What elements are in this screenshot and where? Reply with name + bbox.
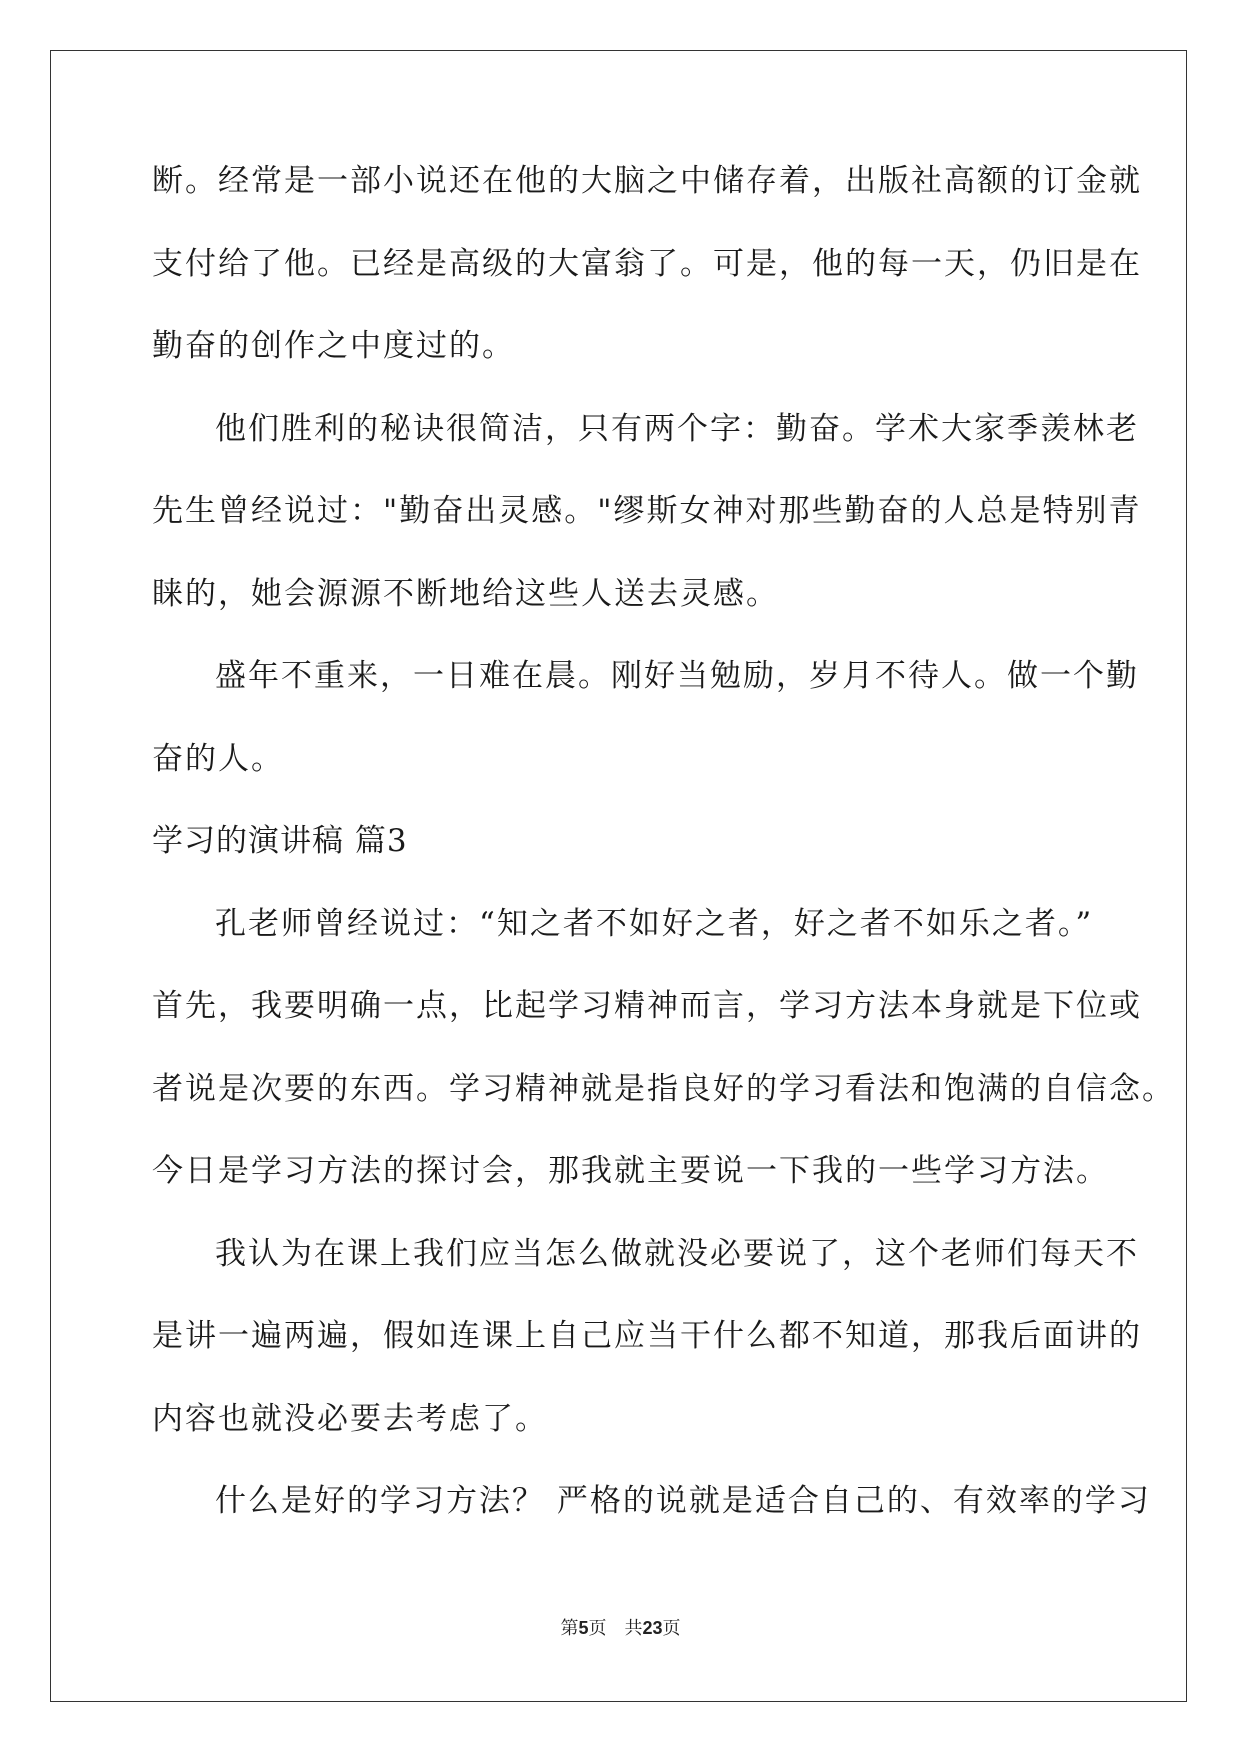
paragraph-first-line: 盛年不重来，一日难在晨。刚好当勉励，岁月不待人。做一个勤 <box>215 658 1139 694</box>
total-prefix: 共 <box>624 1618 643 1639</box>
page-suffix: 页 <box>588 1618 607 1639</box>
total-suffix: 页 <box>662 1618 681 1639</box>
paragraph-first-line: 孔老师曾经说过：“知之者不如好之者，好之者不如乐之者。” <box>215 905 1094 942</box>
paragraph-first-line: 我认为在课上我们应当怎么做就没必要说了，这个老师们每天不 <box>215 1235 1139 1272</box>
text-line: 是讲一遍两遍，假如连课上自己应当干什么都不知道，那我后面讲的 <box>152 1318 1142 1354</box>
page-footer <box>0 1614 1241 1640</box>
page-number: 5 <box>578 1618 589 1638</box>
paragraph-first-line: 他们胜利的秘诀很简洁，只有两个字：勤奋。学术大家季羡林老 <box>215 410 1139 447</box>
section-heading: 学习的演讲稿 篇3 <box>152 823 408 859</box>
text-line: 首先，我要明确一点，比起学习精神而言，学习方法本身就是下位或 <box>152 988 1142 1024</box>
text-line: 勤奋的创作之中度过的。 <box>152 328 515 364</box>
document-body <box>152 160 1175 1563</box>
text-line: 支付给了他。已经是高级的大富翁了。可是，他的每一天，仍旧是在 <box>152 245 1142 282</box>
paragraph-first-line: 什么是好的学习方法？ 严格的说就是适合自己的、有效率的学习 <box>215 1483 1151 1519</box>
text-line: 者说是次要的东西。学习精神就是指良好的学习看法和饱满的自信念。 <box>152 1070 1175 1107</box>
text-line: 内容也就没必要去考虑了。 <box>152 1400 548 1437</box>
text-line: 先生曾经说过："勤奋出灵感。"缪斯女神对那些勤奋的人总是特别青 <box>152 493 1142 529</box>
page-prefix: 第 <box>560 1618 579 1639</box>
text-line: 断。经常是一部小说还在他的大脑之中储存着，出版社高额的订金就 <box>152 163 1142 199</box>
text-line: 睐的，她会源源不断地给这些人送去灵感。 <box>152 575 779 612</box>
text-line: 奋的人。 <box>152 740 284 777</box>
total-pages: 23 <box>642 1618 663 1638</box>
text-line: 今日是学习方法的探讨会，那我就主要说一下我的一些学习方法。 <box>152 1153 1109 1189</box>
